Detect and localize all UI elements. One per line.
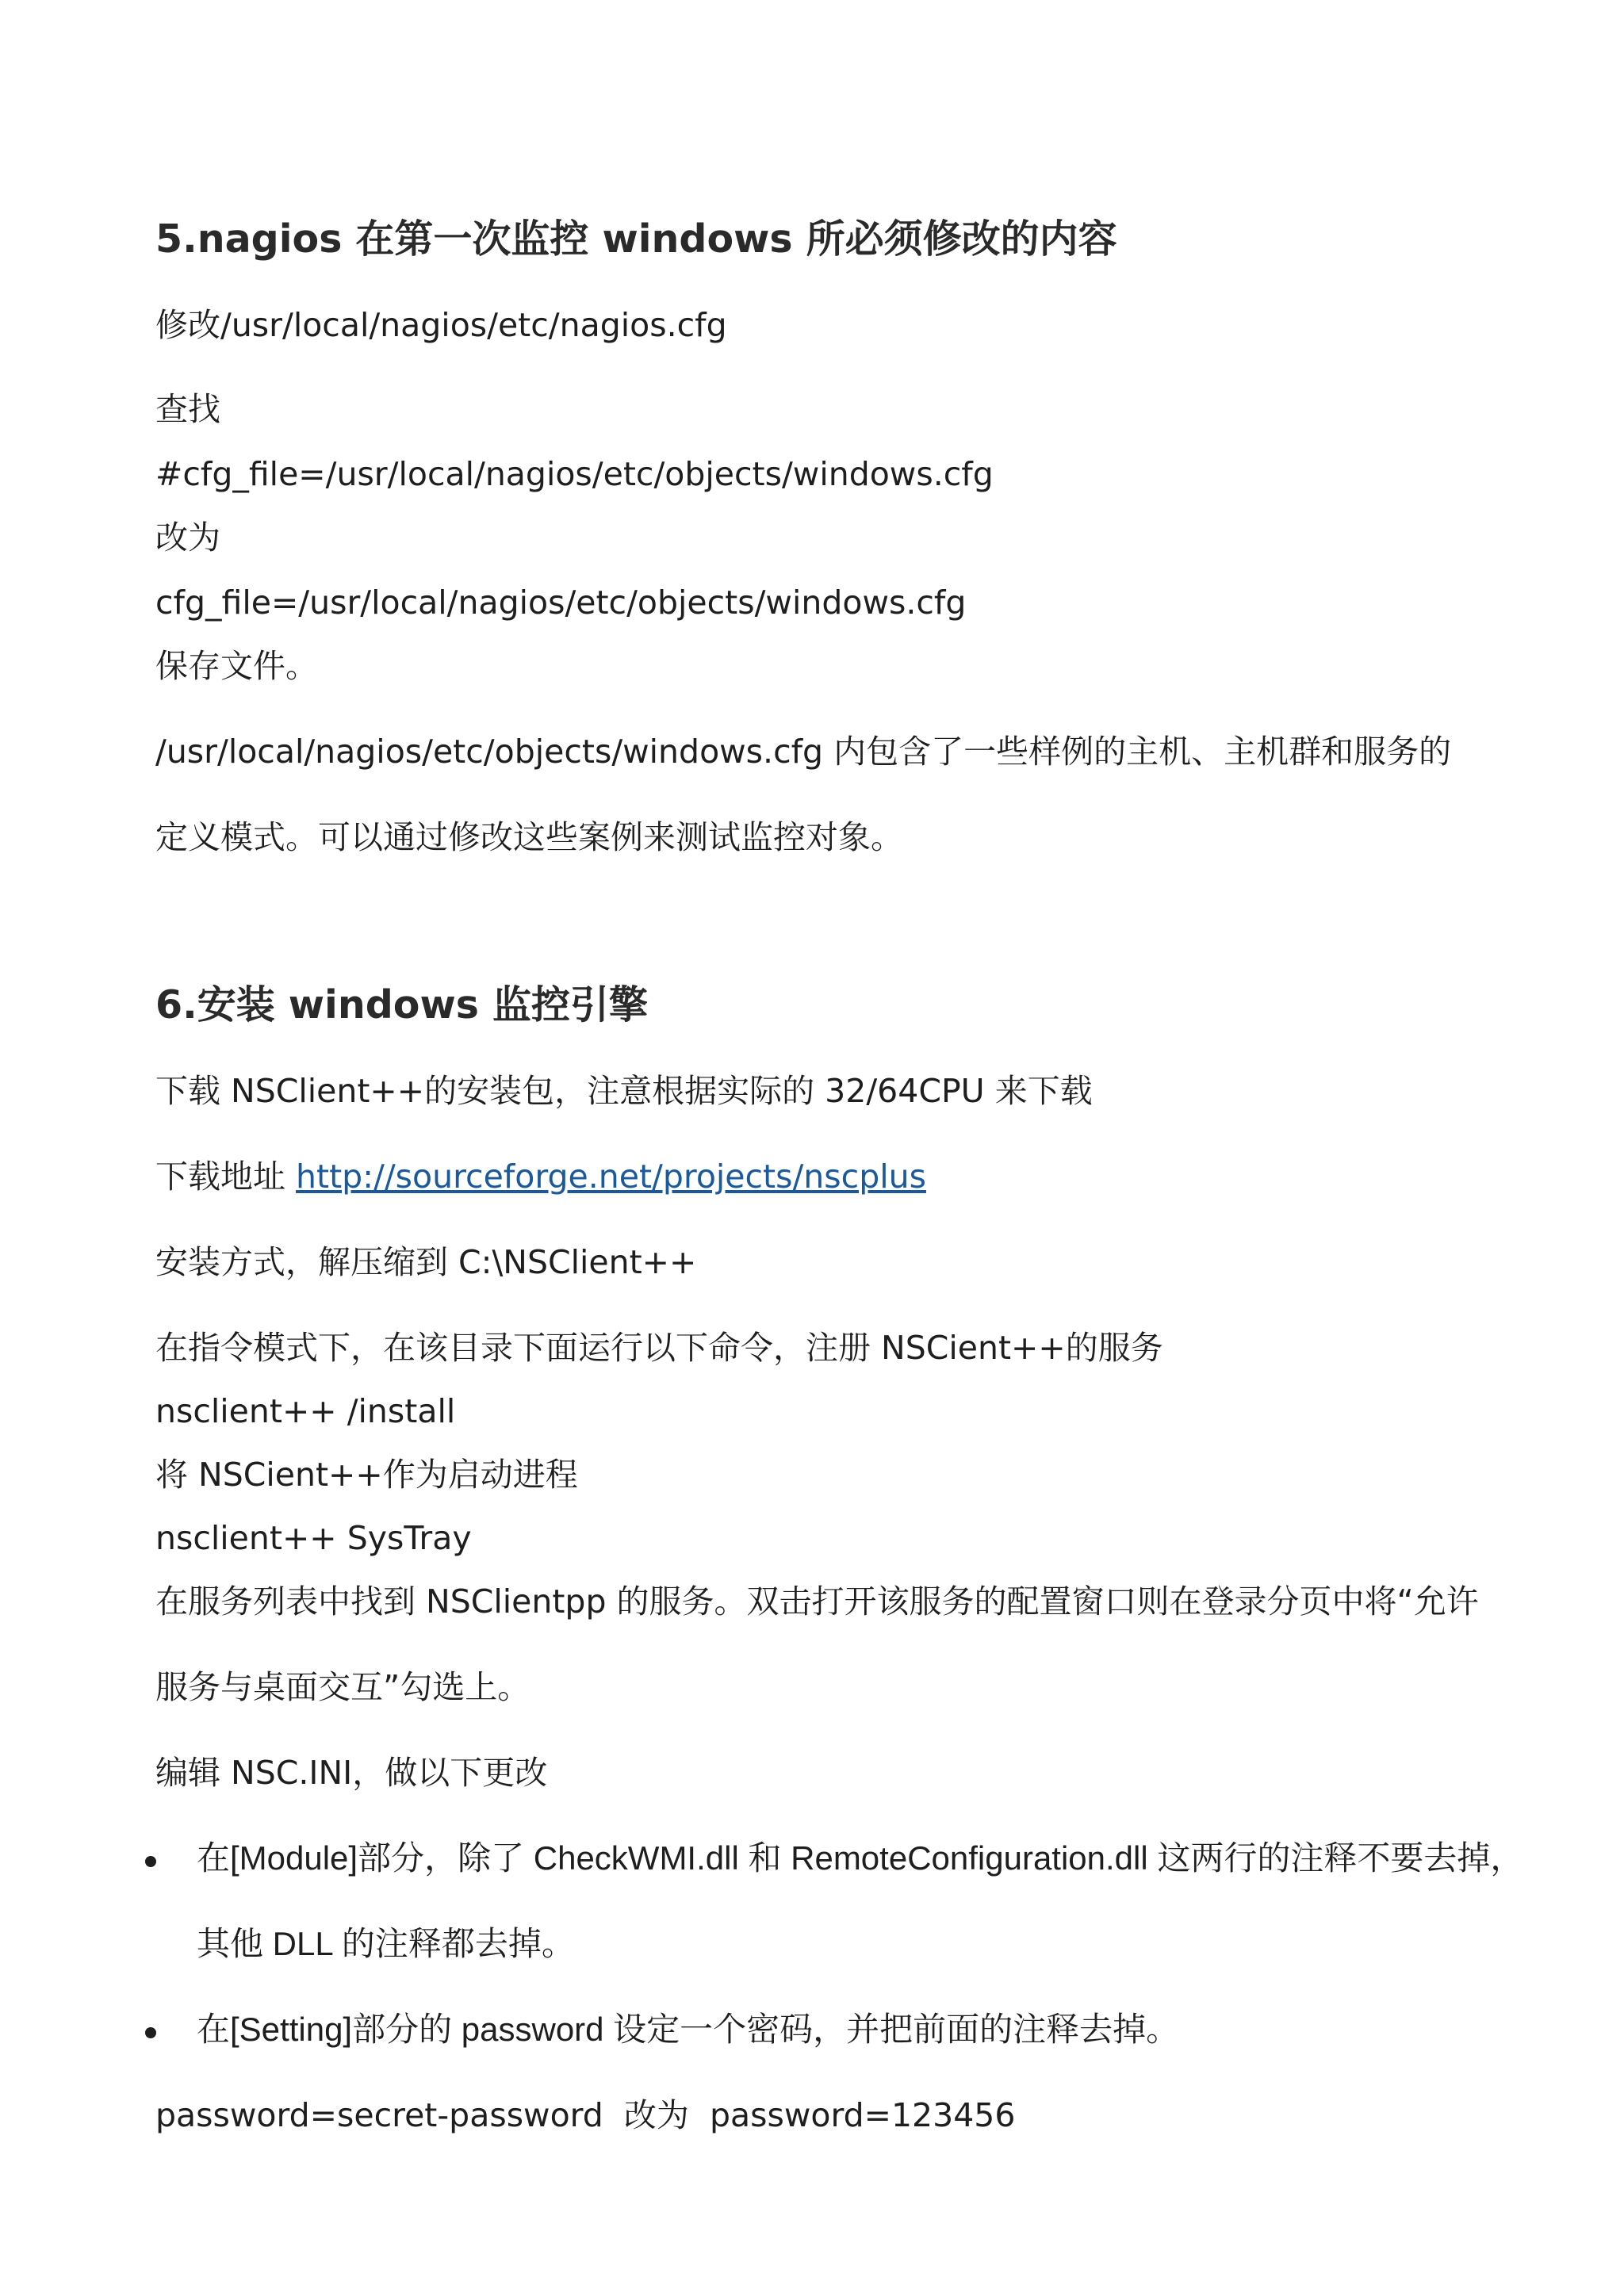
command-intro-text: 在指令模式下，在该目录下面运行以下命令，注册 NSCient++的服务 bbox=[155, 1329, 1163, 1367]
startup-process-text: 将 NSCient++作为启动进程 bbox=[155, 1456, 578, 1494]
download-link[interactable]: http://sourceforge.net/projects/nscplus bbox=[296, 1158, 926, 1196]
install-command: nsclient++ /install bbox=[155, 1392, 456, 1430]
download-address-label: 下载地址 bbox=[155, 1158, 285, 1196]
systray-command: nsclient++ SysTray bbox=[155, 1519, 472, 1557]
section-6-heading: 6.安装 windows 监控引擎 bbox=[155, 982, 648, 1027]
change-label: 改为 bbox=[155, 519, 220, 557]
bullet-dot bbox=[145, 2027, 156, 2038]
bullet-dot bbox=[145, 1856, 156, 1867]
modify-config-line: 修改/usr/local/nagios/etc/nagios.cfg bbox=[155, 306, 727, 344]
save-file-text: 保存文件。 bbox=[155, 647, 318, 685]
password-change-line: password=secret-password 改为 password=123456 bbox=[155, 2096, 1016, 2134]
windows-cfg-description-line2: 定义模式。可以通过修改这些案例来测试监控对象。 bbox=[155, 818, 903, 856]
service-config-line1: 在服务列表中找到 NSClientpp 的服务。双击打开该服务的配置窗口则在登录分页中将“允许 bbox=[155, 1582, 1479, 1621]
module-bullet-line1: 在[Module]部分，除了 CheckWMI.dll 和 RemoteConfiguration.dll 这两行的注释不要去掉， bbox=[197, 1839, 1524, 1877]
setting-bullet-line: 在[Setting]部分的 password 设定一个密码，并把前面的注释去掉。 bbox=[197, 2011, 1180, 2048]
download-instruction: 下载 NSClient++的安装包，注意根据实际的 32/64CPU 来下载 bbox=[155, 1072, 1093, 1110]
download-address-line bbox=[155, 1156, 926, 1197]
service-config-line2: 服务与桌面交互”勾选上。 bbox=[155, 1668, 530, 1706]
find-value: #cfg_file=/usr/local/nagios/etc/objects/windows.cfg bbox=[155, 455, 994, 493]
change-value: cfg_file=/usr/local/nagios/etc/objects/windows.cfg bbox=[155, 584, 967, 622]
install-method-text: 安装方式，解压缩到 C:\NSClient++ bbox=[155, 1243, 697, 1281]
edit-ini-text: 编辑 NSC.INI，做以下更改 bbox=[155, 1754, 548, 1792]
windows-cfg-description-line1: /usr/local/nagios/etc/objects/windows.cfg 内包含了一些样例的主机、主机群和服务的 bbox=[155, 733, 1452, 771]
find-label: 查找 bbox=[155, 390, 220, 428]
section-5-heading: 5.nagios 在第一次监控 windows 所必须修改的内容 bbox=[155, 216, 1117, 262]
module-bullet-line2: 其他 DLL 的注释都去掉。 bbox=[197, 1925, 575, 1962]
